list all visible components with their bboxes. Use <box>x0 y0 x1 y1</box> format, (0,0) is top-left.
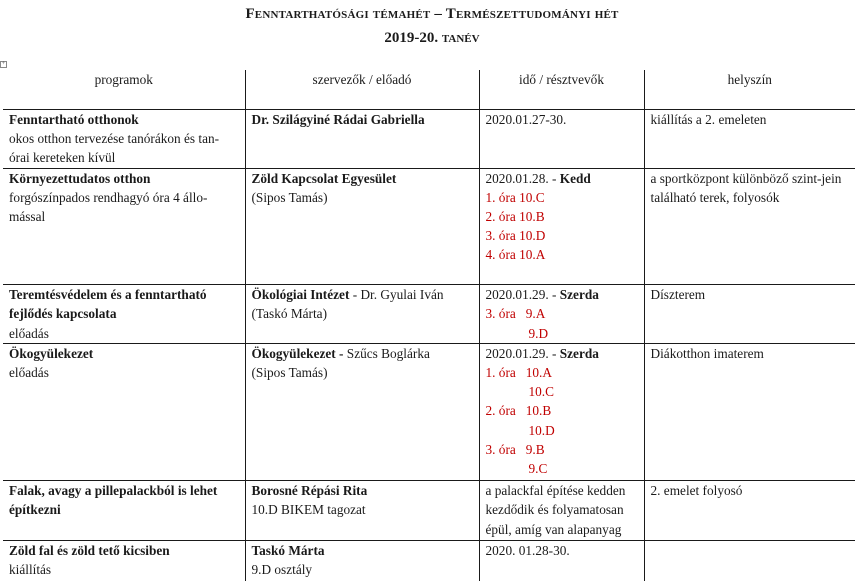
session-line: 4. óra 10.A <box>485 247 546 263</box>
header-organizers: szervezők / előadó <box>245 70 479 92</box>
program-cell <box>3 285 245 343</box>
organizer-cell <box>245 285 479 343</box>
program-desc: előadás <box>9 364 49 380</box>
session-line: 10.D <box>528 422 555 438</box>
organizer-line <box>252 285 473 304</box>
table-header-row <box>3 70 855 92</box>
session-line: 3. óra 9.A <box>485 306 546 322</box>
organizer-name: Dr. Szilágyiné Rádai Gabriella <box>251 112 425 127</box>
location-cell <box>644 541 855 581</box>
organizer-cell <box>245 481 479 540</box>
session-line: 9.C <box>528 460 548 476</box>
session-line: 3. óra 10.D <box>485 228 546 244</box>
page-title: Fenntarthatósági témahét – Természettudományi hét <box>245 6 619 22</box>
school-year-word: tanév <box>441 30 480 46</box>
session-line: 1. óra 10.C <box>485 189 545 205</box>
school-year <box>0 30 864 47</box>
time-date: 2020.01.29. - <box>485 345 557 361</box>
location-cell <box>644 344 855 481</box>
session-line: 2. óra 10.B <box>485 209 545 225</box>
organizer-extra: - Dr. Gyulai Iván <box>349 287 444 303</box>
program-desc: forgószínpados rendhagyó óra 4 állo-mással <box>9 189 208 225</box>
organizer-line <box>252 344 473 363</box>
organizer-note: (Taskó Márta) <box>251 306 327 322</box>
location-value: Díszterem <box>650 287 706 303</box>
program-title: Falak, avagy a pillepalackból is lehet építkezni <box>9 483 218 518</box>
table-row <box>3 481 855 540</box>
organizer-note: (Sipos Tamás) <box>251 364 328 380</box>
time-value: 2020. 01.28-30. <box>485 542 570 558</box>
organizer-name: Ökológiai Intézet <box>251 287 350 303</box>
program-title: Teremtésvédelem és a fenntartható fejlődés kapcsolata <box>9 287 207 322</box>
time-date-line <box>486 285 638 304</box>
organizer-name: Ökogyülekezet - <box>251 345 344 361</box>
program-title: Környezettudatos otthon <box>9 170 151 186</box>
session-line: 2. óra 10.B <box>485 403 552 419</box>
time-date: 2020.01.28. - <box>485 170 557 186</box>
table-row <box>3 110 855 168</box>
organizer-note: (Sipos Tamás) <box>251 189 328 205</box>
program-title: Ökogyülekezet <box>9 345 94 361</box>
time-cell <box>479 344 644 481</box>
organizer-extra: Szűcs Boglárka <box>343 345 430 361</box>
time-day: Szerda <box>559 345 599 361</box>
organizer-cell <box>245 110 479 168</box>
header-programs: programok <box>94 72 153 87</box>
time-date: 2020.01.29. - <box>485 287 557 303</box>
time-cell <box>479 169 644 285</box>
program-desc: okos otthon tervezése tanórákon és tan-órai kereteken kívül <box>9 131 220 166</box>
time-cell <box>479 110 644 168</box>
table-move-handle-icon[interactable]: + <box>1 61 6 67</box>
organizer-cell <box>245 344 479 481</box>
organizer-cell <box>245 169 479 285</box>
program-cell <box>3 169 245 285</box>
organizer-name: Taskó Márta <box>251 542 325 558</box>
organizer-cell <box>245 541 479 581</box>
header-spacer-row <box>3 92 855 110</box>
table-row <box>3 541 855 581</box>
header-location: helyszín <box>644 70 855 92</box>
table-row <box>3 285 855 343</box>
time-date-line <box>486 169 638 188</box>
location-value: kiállítás a 2. emeleten <box>650 112 767 127</box>
organizer-note: 10.D BIKEM tagozat <box>251 502 366 518</box>
header-time: idő / résztvevők <box>479 70 644 92</box>
organizer-name: Borosné Répási Rita <box>251 483 368 499</box>
location-value: Diákotthon imaterem <box>650 345 764 361</box>
program-desc: előadás <box>9 325 49 341</box>
location-cell <box>644 169 855 285</box>
session-line: 9.D <box>528 325 549 341</box>
location-cell <box>644 481 855 540</box>
location-value: a sportközpont különböző szint-jein található terek, folyosók <box>650 170 842 205</box>
time-value: 2020.01.27-30. <box>485 112 567 127</box>
program-table <box>3 70 855 581</box>
school-year-value: 2019-20. <box>384 30 439 46</box>
program-cell <box>3 110 245 168</box>
time-value: a palackfal építése kedden kezdődik és folyamatosan épül, amíg van alapanyag <box>485 483 626 537</box>
program-desc: kiállítás <box>9 561 52 577</box>
time-day: Szerda <box>559 287 599 303</box>
program-cell <box>3 541 245 581</box>
time-cell <box>479 285 644 343</box>
program-cell <box>3 481 245 540</box>
time-cell <box>479 541 644 581</box>
session-line: 1. óra 10.A <box>485 364 552 380</box>
organizer-name: Zöld Kapcsolat Egyesület <box>251 170 397 186</box>
session-line: 10.C <box>528 384 554 400</box>
program-title: Fenntartható otthonok <box>9 112 139 127</box>
table-row <box>3 344 855 481</box>
time-date-line <box>486 344 638 363</box>
organizer-note: 9.D osztály <box>251 561 313 577</box>
location-value: 2. emelet folyosó <box>650 483 743 499</box>
time-day: Kedd <box>559 170 591 186</box>
table-row <box>3 169 855 285</box>
program-title: Zöld fal és zöld tető kicsiben <box>9 542 170 558</box>
program-cell <box>3 344 245 481</box>
time-cell <box>479 481 644 540</box>
location-cell <box>644 285 855 343</box>
location-cell <box>644 110 855 168</box>
session-line: 3. óra 9.B <box>485 441 545 457</box>
